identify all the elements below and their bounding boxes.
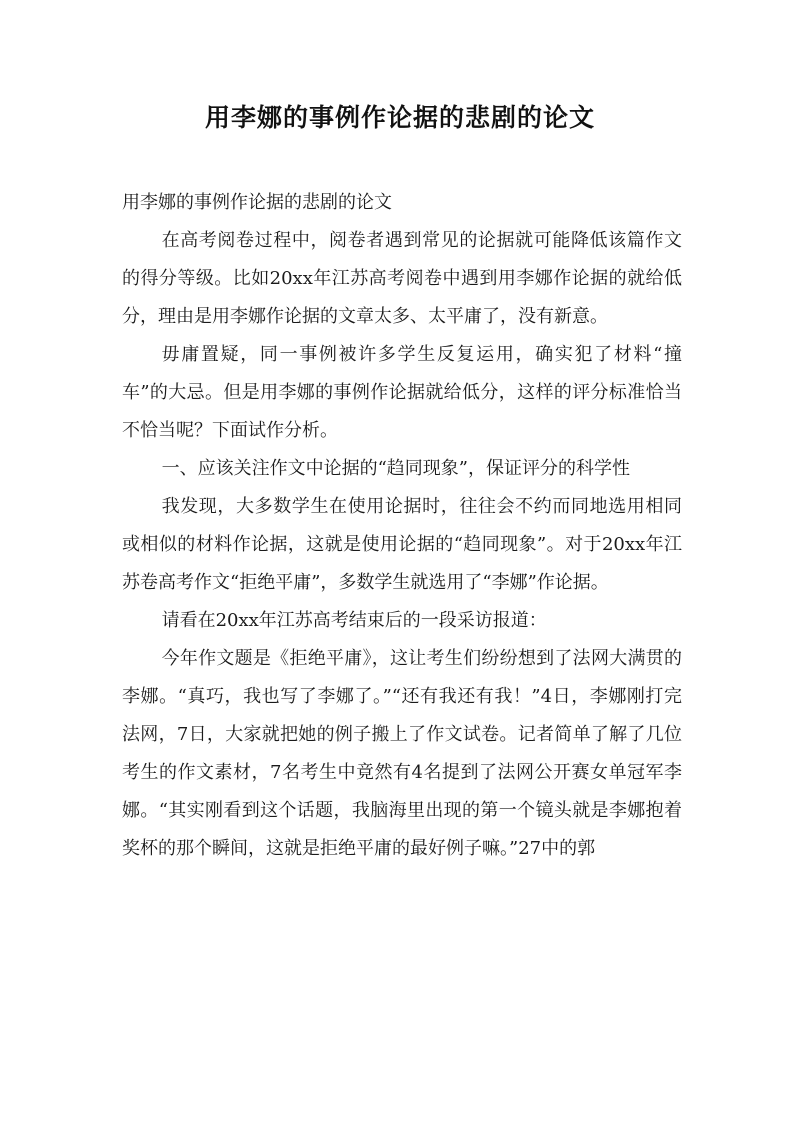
paragraph: 请看在20xx年江苏高考结束后的一段采访报道： (161, 610, 547, 631)
document-body (122, 184, 682, 868)
paragraph: 在高考阅卷过程中，阅卷者遇到常见的论据就可能降低该篇作文的得分等级。比如20xx年江苏高考阅卷中遇到用李娜作论据的就给低分，理由是用李娜作论据的文章太多、太平庸了，没有新意。 (122, 230, 682, 327)
body-heading: 用李娜的事例作论据的悲剧的论文 (122, 192, 392, 213)
document-title: 用李娜的事例作论据的悲剧的论文 (204, 103, 595, 132)
paragraph: 我发现，大多数学生在使用论据时，往往会不约而同地选用相同或相似的材料作论据，这就是使用论据的“趋同现象”。对于20xx年江苏卷高考作文“拒绝平庸”，多数学生就选用了“李娜”作论据。 (122, 496, 682, 593)
paragraph: 今年作文题是《拒绝平庸》，这让考生们纷纷想到了法网大满贯的李娜。“真巧，我也写了李娜了。”“还有我还有我！”4日，李娜刚打完法网，7日，大家就把她的例子搬上了作文试卷。记者简单了解了几位考生的作文素材，7名考生中竟然有4名提到了法网公开赛女单冠军李娜。“其实刚看到这个话题，我脑海里出现的第一个镜头就是李娜抱着奖杯的那个瞬间，这就是拒绝平庸的最好例子嘛。”27中的郭 (122, 648, 682, 859)
paragraph: 毋庸置疑，同一事例被许多学生反复运用，确实犯了材料“撞车”的大忌。但是用李娜的事例作论据就给低分，这样的评分标准恰当不恰当呢？下面试作分析。 (122, 344, 682, 441)
section-heading: 一、应该关注作文中论据的“趋同现象”，保证评分的科学性 (161, 458, 630, 479)
